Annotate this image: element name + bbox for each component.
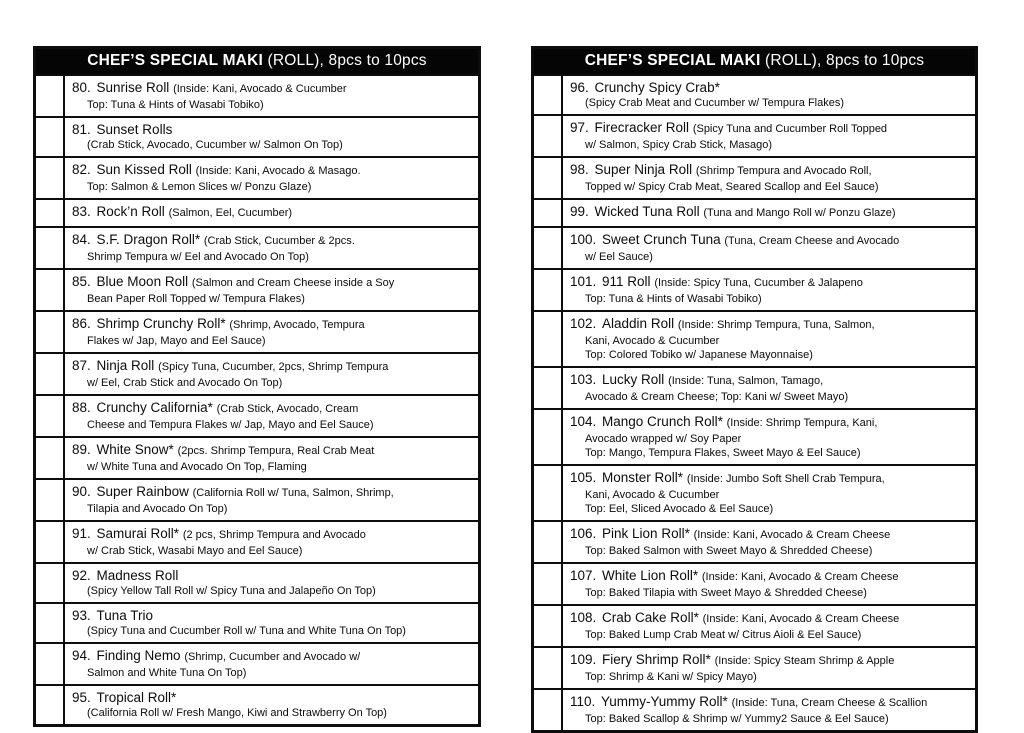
item-title-line: [72, 399, 474, 418]
item-cell: [563, 410, 975, 464]
price-cell-blank: [534, 116, 563, 156]
item-name: Wicked Tuna Roll: [594, 204, 700, 219]
item-desc-inline: (Inside: Spicy Tuna, Cucumber & Jalapeno: [654, 277, 863, 289]
item-title-line: [72, 231, 474, 250]
menu-item-row: [534, 688, 975, 730]
item-title-line: [72, 273, 474, 292]
item-title-line: [570, 371, 971, 390]
item-number: 102.: [570, 316, 601, 331]
item-name: Sunrise Roll: [96, 80, 170, 95]
item-desc-line: Top: Baked Lump Crab Meat w/ Citrus Aioli & Eel Sauce): [585, 629, 862, 641]
item-cell: [65, 644, 478, 684]
item-name: 911 Roll: [602, 274, 651, 289]
item-cell: [65, 76, 478, 116]
item-desc-inline: (Shrimp, Avocado, Tempura: [229, 319, 365, 331]
item-cell: [65, 396, 478, 436]
item-number: 81.: [72, 122, 95, 137]
item-title-line: [570, 413, 971, 432]
item-name: Tropical Roll*: [96, 690, 177, 705]
item-title-line: [570, 609, 971, 628]
item-number: 80.: [72, 80, 95, 95]
item-title-line: [72, 689, 474, 706]
item-desc-inline: (Shrimp, Cucumber and Avocado w/: [184, 651, 361, 663]
item-desc-inline: (California Roll w/ Tuna, Salmon, Shrimp,: [192, 487, 394, 499]
item-desc-inline: (2pcs. Shrimp Tempura, Real Crab Meat: [177, 445, 375, 457]
item-name: Lucky Roll: [602, 372, 665, 387]
item-number: 86.: [72, 316, 95, 331]
item-cell: [65, 522, 478, 562]
price-cell-blank: [36, 76, 65, 116]
item-cell: [563, 270, 975, 310]
price-cell-blank: [36, 118, 65, 156]
item-desc-line: w/ Eel Sauce): [585, 251, 653, 263]
item-title-line: [570, 79, 971, 96]
item-number: 88.: [72, 400, 95, 415]
price-cell-blank: [36, 396, 65, 436]
price-cell-blank: [36, 438, 65, 478]
item-cell: [563, 200, 975, 226]
item-title-line: [570, 469, 971, 488]
item-number: 83.: [72, 204, 95, 219]
panel-title: CHEF’S SPECIAL MAKI: [584, 52, 761, 69]
item-number: 95.: [72, 690, 95, 705]
item-title-line: [570, 525, 971, 544]
item-title-line: [570, 567, 971, 586]
item-cell: [563, 116, 975, 156]
item-number: 100.: [570, 232, 601, 247]
item-cell: [65, 270, 478, 310]
menu-item-list: [36, 74, 478, 724]
item-title-line: [72, 121, 474, 138]
menu-item-row: [534, 198, 975, 226]
item-number: 91.: [72, 526, 95, 541]
item-name: Monster Roll*: [602, 470, 684, 485]
price-cell-blank: [534, 410, 563, 464]
price-cell-blank: [534, 270, 563, 310]
panel-title: CHEF’S SPECIAL MAKI: [87, 52, 263, 69]
item-name: Tuna Trio: [96, 608, 154, 623]
item-title-line: [570, 231, 971, 250]
item-title-line: [72, 357, 474, 376]
menu-item-row: [534, 604, 975, 646]
price-cell-blank: [36, 522, 65, 562]
menu-item-row: [534, 464, 975, 520]
item-number: 103.: [570, 372, 601, 387]
menu-panel-right: [531, 46, 978, 733]
item-desc-inline: (Crab Stick, Avocado, Cream: [216, 403, 359, 415]
item-desc-line: Avocado wrapped w/ Soy Paper: [585, 433, 742, 445]
item-desc-line: Topped w/ Spicy Crab Meat, Seared Scallop and Eel Sauce): [585, 181, 879, 193]
price-cell-blank: [534, 158, 563, 198]
price-cell-blank: [534, 312, 563, 366]
item-cell: [563, 368, 975, 408]
item-number: 98.: [570, 162, 593, 177]
item-desc-line: Shrimp Tempura w/ Eel and Avocado On Top): [87, 251, 309, 263]
item-desc-line: Top: Baked Tilapia with Sweet Mayo & Shredded Cheese): [585, 587, 867, 599]
price-cell-blank: [534, 564, 563, 604]
item-desc-inline: (Inside: Spicy Steam Shrimp & Apple: [714, 655, 895, 667]
item-name: Super Rainbow: [96, 484, 189, 499]
item-title-line: [72, 483, 474, 502]
item-desc-inline: (Inside: Jumbo Soft Shell Crab Tempura,: [686, 473, 885, 485]
item-desc-line: w/ Crab Stick, Wasabi Mayo and Eel Sauce): [87, 545, 303, 557]
item-cell: [563, 312, 975, 366]
item-title-line: [72, 441, 474, 460]
menu-item-row: [534, 226, 975, 268]
price-cell-blank: [36, 228, 65, 268]
menu-item-row: [534, 156, 975, 198]
item-number: 82.: [72, 162, 95, 177]
item-desc-line: Avocado & Cream Cheese; Top: Kani w/ Sweet Mayo): [585, 391, 849, 403]
price-cell-blank: [36, 312, 65, 352]
item-title-line: [72, 79, 474, 98]
menu-item-row: [36, 394, 478, 436]
price-cell-blank: [36, 564, 65, 602]
item-desc-inline: (Inside: Kani, Avocado & Cream Cheese: [693, 529, 891, 541]
item-name: Crunchy Spicy Crab*: [594, 80, 720, 95]
item-cell: [65, 228, 478, 268]
item-title-line: [72, 203, 474, 222]
item-number: 104.: [570, 414, 601, 429]
item-desc-line: (California Roll w/ Fresh Mango, Kiwi and Strawberry On Top): [87, 707, 387, 719]
item-name: Finding Nemo: [96, 648, 181, 663]
item-cell: [65, 438, 478, 478]
item-cell: [65, 312, 478, 352]
item-title-line: [570, 315, 971, 334]
menu-item-row: [36, 520, 478, 562]
menu-panel-left: [33, 46, 481, 727]
menu-item-row: [36, 226, 478, 268]
price-cell-blank: [36, 480, 65, 520]
item-name: Mango Crunch Roll*: [602, 414, 723, 429]
item-desc-inline: (Shrimp Tempura and Avocado Roll,: [695, 165, 872, 177]
price-cell-blank: [36, 200, 65, 226]
item-desc-inline: (Inside: Kani, Avocado & Cream Cheese: [702, 613, 900, 625]
item-name: White Snow*: [96, 442, 174, 457]
item-name: Crab Cake Roll*: [602, 610, 699, 625]
item-name: Sweet Crunch Tuna: [602, 232, 721, 247]
item-desc-line: (Spicy Yellow Tall Roll w/ Spicy Tuna and Jalapeño On Top): [87, 585, 376, 597]
panel-header: [534, 49, 975, 74]
item-desc-line: Top: Baked Scallop & Shrimp w/ Yummy2 Sauce & Eel Sauce): [585, 713, 889, 725]
menu-item-row: [534, 366, 975, 408]
menu-item-row: [36, 602, 478, 642]
price-cell-blank: [36, 686, 65, 724]
item-cell: [65, 480, 478, 520]
item-desc-inline: (Tuna and Mango Roll w/ Ponzu Glaze): [703, 207, 896, 219]
item-desc-line: Top: Tuna & Hints of Wasabi Tobiko): [87, 99, 264, 111]
item-cell: [563, 158, 975, 198]
price-cell-blank: [36, 604, 65, 642]
item-desc-line: Bean Paper Roll Topped w/ Tempura Flakes): [87, 293, 305, 305]
item-title-line: [570, 161, 971, 180]
item-desc-line: (Spicy Crab Meat and Cucumber w/ Tempura Flakes): [585, 97, 845, 109]
item-number: 101.: [570, 274, 601, 289]
menu-item-row: [534, 646, 975, 688]
item-number: 96.: [570, 80, 593, 95]
price-cell-blank: [534, 648, 563, 688]
menu-item-row: [36, 562, 478, 602]
item-desc-line: Kani, Avocado & Cucumber: [585, 335, 720, 347]
item-number: 105.: [570, 470, 601, 485]
item-desc-line: (Crab Stick, Avocado, Cucumber w/ Salmon On Top): [87, 139, 343, 151]
menu-item-row: [534, 74, 975, 114]
item-desc-inline: (Salmon, Eel, Cucumber): [168, 207, 293, 219]
menu-item-row: [36, 684, 478, 724]
item-desc-inline: (2 pcs, Shrimp Tempura and Avocado: [182, 529, 366, 541]
item-name: Samurai Roll*: [96, 526, 180, 541]
item-desc-line: Tilapia and Avocado On Top): [87, 503, 228, 515]
item-name: Fiery Shrimp Roll*: [602, 652, 711, 667]
item-number: 94.: [72, 648, 95, 663]
menu-item-list: [534, 74, 975, 730]
item-desc-line: (Spicy Tuna and Cucumber Roll w/ Tuna and White Tuna On Top): [87, 625, 406, 637]
item-cell: [65, 686, 478, 724]
item-number: 99.: [570, 204, 593, 219]
menu-item-row: [36, 268, 478, 310]
item-number: 107.: [570, 568, 601, 583]
item-number: 90.: [72, 484, 95, 499]
item-title-line: [570, 693, 971, 712]
item-cell: [563, 564, 975, 604]
item-name: Rock’n Roll: [96, 204, 165, 219]
item-number: 93.: [72, 608, 95, 623]
panel-subtitle: (ROLL), 8pcs to 10pcs: [760, 52, 925, 69]
panel-header: [36, 49, 478, 74]
item-cell: [563, 690, 975, 730]
item-cell: [563, 606, 975, 646]
item-title-line: [570, 203, 971, 222]
item-desc-line: Top: Eel, Sliced Avocado & Eel Sauce): [585, 503, 774, 515]
item-desc-line: w/ Salmon, Spicy Crab Stick, Masago): [585, 139, 773, 151]
item-title-line: [72, 647, 474, 666]
panel-subtitle: (ROLL), 8pcs to 10pcs: [262, 52, 427, 69]
price-cell-blank: [534, 606, 563, 646]
menu-item-row: [36, 156, 478, 198]
price-cell-blank: [36, 270, 65, 310]
item-name: Shrimp Crunchy Roll*: [96, 316, 226, 331]
menu-item-row: [36, 198, 478, 226]
menu-item-row: [36, 642, 478, 684]
item-desc-line: Top: Mango, Tempura Flakes, Sweet Mayo & Eel Sauce): [585, 447, 861, 459]
price-cell-blank: [534, 200, 563, 226]
item-name: Crunchy California*: [96, 400, 213, 415]
item-desc-inline: (Spicy Tuna and Cucumber Roll Topped: [692, 123, 888, 135]
item-number: 106.: [570, 526, 601, 541]
item-cell: [563, 228, 975, 268]
item-desc-inline: (Inside: Kani, Avocado & Cucumber: [173, 83, 347, 95]
item-desc-line: Flakes w/ Jap, Mayo and Eel Sauce): [87, 335, 266, 347]
item-desc-line: Top: Colored Tobiko w/ Japanese Mayonnaise): [585, 349, 813, 361]
item-desc-line: w/ Eel, Crab Stick and Avocado On Top): [87, 377, 283, 389]
item-cell: [563, 76, 975, 114]
item-name: Pink Lion Roll*: [602, 526, 690, 541]
item-cell: [65, 564, 478, 602]
item-title-line: [72, 161, 474, 180]
item-desc-line: w/ White Tuna and Avocado On Top, Flaming: [87, 461, 307, 473]
item-desc-line: Top: Shrimp & Kani w/ Spicy Mayo): [585, 671, 757, 683]
price-cell-blank: [36, 354, 65, 394]
item-number: 110.: [570, 694, 600, 709]
item-name: White Lion Roll*: [602, 568, 699, 583]
item-cell: [563, 522, 975, 562]
item-desc-inline: (Inside: Tuna, Cream Cheese & Scallion: [731, 697, 928, 709]
item-title-line: [72, 525, 474, 544]
item-desc-inline: (Inside: Kani, Avocado & Cream Cheese: [701, 571, 899, 583]
menu-item-row: [36, 310, 478, 352]
menu-item-row: [36, 478, 478, 520]
menu-item-row: [534, 310, 975, 366]
item-desc-line: Salmon and White Tuna On Top): [87, 667, 247, 679]
item-cell: [65, 200, 478, 226]
item-desc-inline: (Salmon and Cream Cheese inside a Soy: [191, 277, 395, 289]
menu-item-row: [36, 116, 478, 156]
price-cell-blank: [534, 522, 563, 562]
item-cell: [563, 648, 975, 688]
item-number: 108.: [570, 610, 601, 625]
item-title-line: [72, 607, 474, 624]
item-name: Yummy-Yummy Roll*: [601, 694, 728, 709]
menu-item-row: [534, 408, 975, 464]
item-number: 84.: [72, 232, 95, 247]
item-name: Super Ninja Roll: [594, 162, 693, 177]
item-desc-inline: (Crab Stick, Cucumber & 2pcs.: [203, 235, 355, 247]
menu-item-row: [36, 436, 478, 478]
item-number: 109.: [570, 652, 601, 667]
item-name: Madness Roll: [96, 568, 179, 583]
price-cell-blank: [534, 466, 563, 520]
item-title-line: [570, 651, 971, 670]
menu-item-row: [534, 520, 975, 562]
item-desc-inline: (Inside: Shrimp Tempura, Tuna, Salmon,: [677, 319, 875, 331]
price-cell-blank: [534, 76, 563, 114]
item-desc-inline: (Tuna, Cream Cheese and Avocado: [724, 235, 900, 247]
menu-item-row: [534, 268, 975, 310]
item-desc-line: Cheese and Tempura Flakes w/ Jap, Mayo and Eel Sauce): [87, 419, 374, 431]
menu-item-row: [534, 114, 975, 156]
item-desc-inline: (Inside: Tuna, Salmon, Tamago,: [668, 375, 824, 387]
item-title-line: [72, 567, 474, 584]
item-desc-line: Top: Baked Salmon with Sweet Mayo & Shredded Cheese): [585, 545, 873, 557]
item-title-line: [570, 273, 971, 292]
item-name: Ninja Roll: [96, 358, 155, 373]
item-title-line: [570, 119, 971, 138]
item-desc-inline: (Inside: Shrimp Tempura, Kani,: [726, 417, 878, 429]
item-desc-inline: (Inside: Kani, Avocado & Masago.: [195, 165, 361, 177]
item-desc-line: Kani, Avocado & Cucumber: [585, 489, 720, 501]
item-desc-inline: (Spicy Tuna, Cucumber, 2pcs, Shrimp Tempura: [158, 361, 389, 373]
menu-item-row: [36, 352, 478, 394]
item-name: Sunset Rolls: [96, 122, 173, 137]
item-cell: [65, 158, 478, 198]
item-name: Sun Kissed Roll: [96, 162, 192, 177]
item-number: 89.: [72, 442, 95, 457]
item-cell: [65, 604, 478, 642]
price-cell-blank: [36, 158, 65, 198]
item-cell: [65, 118, 478, 156]
price-cell-blank: [534, 690, 563, 730]
price-cell-blank: [36, 644, 65, 684]
item-name: S.F. Dragon Roll*: [96, 232, 201, 247]
item-cell: [563, 466, 975, 520]
item-name: Aladdin Roll: [602, 316, 675, 331]
item-name: Firecracker Roll: [594, 120, 690, 135]
item-number: 85.: [72, 274, 95, 289]
item-title-line: [72, 315, 474, 334]
item-desc-line: Top: Salmon & Lemon Slices w/ Ponzu Glaze): [87, 181, 312, 193]
item-name: Blue Moon Roll: [96, 274, 189, 289]
menu-item-row: [36, 74, 478, 116]
item-number: 97.: [570, 120, 593, 135]
price-cell-blank: [534, 368, 563, 408]
item-desc-line: Top: Tuna & Hints of Wasabi Tobiko): [585, 293, 762, 305]
price-cell-blank: [534, 228, 563, 268]
item-cell: [65, 354, 478, 394]
item-number: 92.: [72, 568, 95, 583]
menu-item-row: [534, 562, 975, 604]
item-number: 87.: [72, 358, 95, 373]
